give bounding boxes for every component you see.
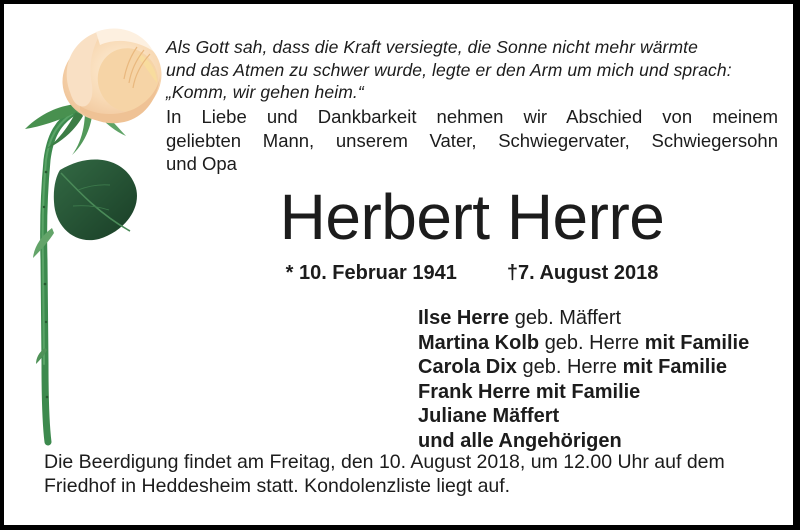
verse-line: „Komm, wir gehen heim.“ xyxy=(166,82,364,102)
mourner-detail: geb. Herre xyxy=(544,331,640,354)
mourners-list xyxy=(418,306,749,453)
deceased-name: Herbert Herre xyxy=(279,181,665,253)
farewell-line: In Liebe und Dankbarkeit nehmen wir Abschied von meinem xyxy=(166,106,778,127)
verse-line: und das Atmen zu schwer wurde, legte er den Arm um mich und sprach: xyxy=(166,59,732,80)
verse-text xyxy=(166,36,732,104)
mourner-name: Frank Herre mit Familie xyxy=(418,380,641,403)
mourner-row xyxy=(418,380,749,405)
mourner-row xyxy=(418,306,749,331)
life-dates xyxy=(166,262,778,285)
verse-line: Als Gott sah, dass die Kraft versiegte, die Sonne nicht mehr wärmte xyxy=(166,37,698,57)
mourner-name: Juliane Mäffert xyxy=(418,405,560,427)
farewell-line: und Opa xyxy=(166,153,237,174)
birth-date: * 10. Februar 1941 xyxy=(285,262,457,284)
frame-border-bottom xyxy=(0,525,800,530)
mourner-suffix: mit Familie xyxy=(622,356,728,378)
farewell-line: geliebten Mann, unserem Vater, Schwiegervater, Schwiegersohn xyxy=(166,129,778,151)
mourner-row xyxy=(418,404,749,429)
mourner-detail: geb. Herre xyxy=(522,356,617,378)
mourner-name: Ilse Herre xyxy=(418,307,510,329)
funeral-line: Die Beerdigung findet am Freitag, den 10. August 2018, um 12.00 Uhr auf dem xyxy=(44,451,725,473)
mourner-name: Martina Kolb xyxy=(418,331,540,354)
mourner-suffix: mit Familie xyxy=(644,331,750,354)
rose-image xyxy=(0,2,180,462)
farewell-text xyxy=(166,105,778,176)
mourner-detail: geb. Mäffert xyxy=(514,307,622,329)
mourner-row xyxy=(418,355,749,380)
death-date: †7. August 2018 xyxy=(506,262,659,284)
mourner-name: Carola Dix xyxy=(418,356,517,378)
funeral-line: Friedhof in Heddesheim statt. Kondolenzliste liegt auf. xyxy=(44,475,511,497)
mourner-name: und alle Angehörigen xyxy=(418,429,622,452)
mourner-row xyxy=(418,331,749,356)
frame-border-right xyxy=(793,0,800,530)
funeral-info xyxy=(44,450,725,498)
